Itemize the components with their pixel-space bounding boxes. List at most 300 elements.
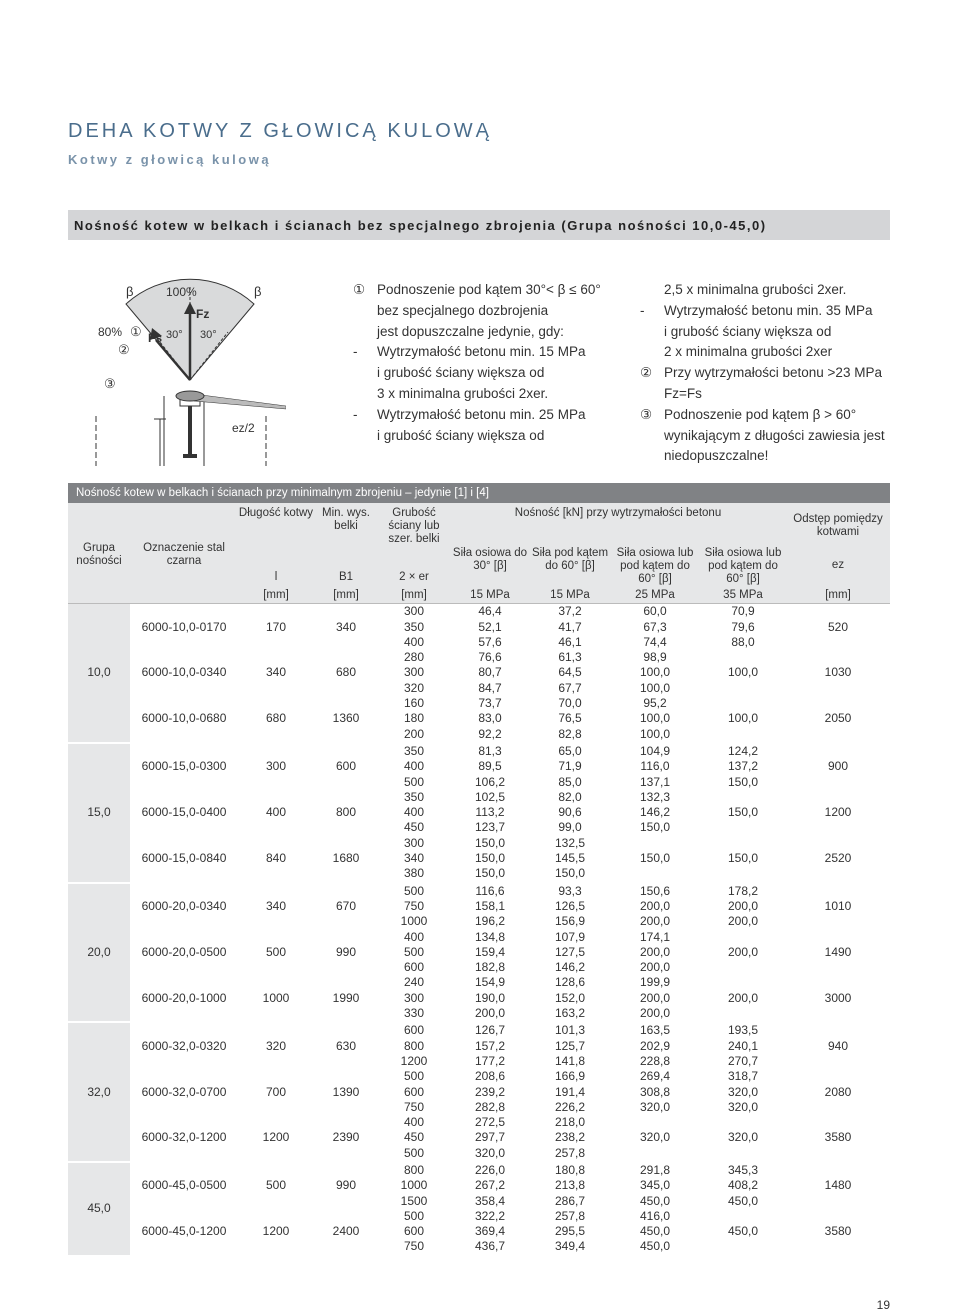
note-text: Wytrzymałość betonu min. 15 MPa — [377, 344, 586, 360]
page-subtitle: Kotwy z głowicą kulową — [68, 152, 272, 167]
load-col3-cell: 100,0 — [639, 680, 671, 695]
load-col2-cell: 257,8 — [554, 1145, 586, 1160]
header-col3: Siła osiowa lub pod kątem do 60° [β] — [616, 547, 694, 585]
load-col3-cell: 320,0 — [639, 1130, 671, 1145]
thickness-cell: 160 — [403, 696, 425, 711]
note-marker — [353, 384, 377, 405]
load-col1-cell: 272,5 — [474, 1115, 506, 1130]
note-text: Wytrzymałość betonu min. 25 MPa — [377, 406, 586, 422]
length-cell: 500 — [265, 944, 287, 959]
load-col1-cell: 159,4 — [474, 944, 506, 959]
group-cell: 32,0 — [68, 1022, 130, 1162]
thickness-cell: 330 — [403, 1006, 425, 1021]
load-col3-cell: 100,0 — [639, 665, 671, 680]
load-col1-cell: 150,0 — [474, 851, 506, 866]
note-line — [640, 405, 900, 426]
load-col4-cell: 240,1 — [727, 1038, 759, 1053]
load-col2-cell: 238,2 — [554, 1130, 586, 1145]
length-cell: 400 — [265, 805, 287, 820]
min-height-cell: 1360 — [332, 711, 360, 726]
page-number: 19 — [876, 1298, 890, 1312]
table-row — [68, 1069, 890, 1084]
load-col4-cell: 200,0 — [727, 914, 759, 929]
note-line — [353, 322, 633, 343]
load-col4-cell: 320,0 — [727, 1084, 759, 1099]
note-text: i grubość ściany większa od — [377, 365, 545, 381]
load-col2-cell: 166,9 — [554, 1069, 586, 1084]
diagram-angle-left: 30° — [166, 329, 183, 341]
thickness-cell: 500 — [403, 1069, 425, 1084]
load-col3-cell: 450,0 — [639, 1193, 671, 1208]
thickness-cell: 500 — [403, 944, 425, 959]
thickness-cell: 1000 — [400, 1178, 428, 1193]
load-col4-cell: 408,2 — [727, 1178, 759, 1193]
thickness-cell: 240 — [403, 975, 425, 990]
thickness-cell: 180 — [403, 711, 425, 726]
load-col1-cell: 57,6 — [478, 634, 502, 649]
spacing-cell: 1490 — [824, 944, 852, 959]
thickness-cell: 750 — [403, 898, 425, 913]
length-cell: 340 — [238, 883, 314, 930]
capacity-table — [68, 503, 890, 1255]
load-col3-cell: 200,0 — [639, 1006, 671, 1021]
load-col2-cell: 146,2 — [554, 960, 586, 975]
load-col2-cell: 82,0 — [558, 789, 582, 804]
note-text: Podnoszenie pod kątem β > 60° — [664, 406, 857, 422]
anchor-code-cell: 6000-15,0-0300 — [130, 743, 238, 790]
note-text: jest dopuszczalne jedynie, gdy: — [377, 323, 564, 339]
note-marker — [353, 301, 377, 322]
load-col1-cell: 239,2 — [474, 1084, 506, 1099]
unit-er: [mm] — [378, 588, 450, 604]
load-col4-cell: 450,0 — [727, 1224, 759, 1239]
load-col1-cell: 134,8 — [474, 929, 506, 944]
anchor-code-cell: 6000-20,0-0340 — [130, 883, 238, 930]
load-col1-cell: 83,0 — [478, 711, 502, 726]
load-col1-cell: 436,7 — [474, 1239, 506, 1254]
load-col1-cell: 358,4 — [474, 1193, 506, 1208]
diagram-fs-label: Fs — [148, 331, 163, 345]
table-row — [68, 975, 890, 990]
load-col2-cell: 65,0 — [530, 743, 610, 759]
length-cell: 1200 — [262, 1224, 290, 1239]
anchor-code-cell: 6000-10,0-0680 — [141, 711, 227, 726]
note-marker — [353, 363, 377, 384]
diagram-marker-1: ① — [130, 324, 142, 339]
page-title: DEHA KOTWY Z GŁOWICĄ KULOWĄ — [68, 120, 493, 142]
load-col2-cell: 67,7 — [558, 680, 582, 695]
thickness-cell: 400 — [403, 759, 425, 774]
load-col1-cell: 106,2 — [474, 774, 506, 789]
diagram-beta-left: β — [126, 284, 134, 299]
header-grubosc-sym: 2 × er — [399, 571, 429, 583]
note-marker — [353, 322, 377, 343]
spacing-cell: 940 — [786, 1022, 890, 1069]
load-col4-cell: 70,9 — [731, 604, 755, 619]
load-col1-cell: 113,2 — [475, 805, 505, 820]
length-cell: 1200 — [262, 1130, 290, 1145]
load-col1-cell: 226,0 — [450, 1162, 530, 1178]
load-col1-cell: 123,7 — [474, 820, 506, 835]
note-line — [353, 342, 633, 363]
load-col2-cell: 150,0 — [554, 866, 586, 881]
note-marker — [353, 426, 377, 447]
load-col4-cell: 100,0 — [727, 711, 759, 726]
load-col2-cell: 46,1 — [558, 634, 582, 649]
load-col1-cell: 73,7 — [478, 696, 502, 711]
min-height-cell: 340 — [335, 619, 357, 634]
load-col3-cell: 104,9 — [610, 743, 700, 759]
load-col2-cell: 128,6 — [554, 975, 586, 990]
load-col1-cell: 76,6 — [478, 650, 502, 665]
note-line — [353, 384, 633, 405]
min-height-cell: 630 — [314, 1022, 378, 1069]
note-marker — [640, 426, 664, 447]
load-col3-cell: 200,0 — [639, 914, 671, 929]
header-col2: Siła pod kątem do 60° [β] — [531, 547, 609, 572]
min-height-cell: 600 — [314, 743, 378, 790]
load-col3-cell: 100,0 — [639, 726, 671, 741]
load-col1-cell: 102,5 — [474, 789, 506, 804]
load-col4-cell: 150,0 — [727, 774, 759, 789]
load-col2-cell: 180,8 — [530, 1162, 610, 1178]
header-odstep — [786, 503, 890, 588]
load-col1-cell: 320,0 — [474, 1145, 506, 1160]
load-col4-cell: 124,2 — [700, 743, 786, 759]
min-height-cell: 990 — [314, 1162, 378, 1209]
load-col2-cell: 152,0 — [554, 990, 586, 1005]
thickness-cell: 340 — [403, 851, 425, 866]
load-col1-cell: 190,0 — [474, 990, 506, 1005]
load-col4-cell: 320,0 — [727, 1099, 759, 1114]
min-height-cell: 2390 — [332, 1130, 360, 1145]
load-col2-cell: 156,9 — [554, 914, 586, 929]
load-col2-cell: 226,2 — [554, 1099, 586, 1114]
min-height-cell: 1990 — [332, 990, 360, 1005]
load-col1-cell: 81,3 — [450, 743, 530, 759]
load-col2-cell: 107,9 — [554, 929, 586, 944]
load-col3-cell: 150,0 — [639, 851, 671, 866]
note-marker — [640, 280, 664, 301]
load-col2-cell: 76,5 — [558, 711, 582, 726]
thickness-cell: 400 — [403, 805, 425, 820]
load-col4-cell: 200,0 — [727, 990, 759, 1005]
load-col3-cell: 416,0 — [639, 1208, 671, 1223]
note-line — [640, 322, 900, 343]
note-line — [353, 301, 633, 322]
load-col3-cell: 163,5 — [610, 1022, 700, 1038]
spacing-cell: 2520 — [824, 851, 852, 866]
load-col1-cell: 158,1 — [474, 898, 506, 913]
thickness-cell: 300 — [403, 665, 425, 680]
table-row — [68, 743, 890, 759]
header-odstep-sym: ez — [831, 559, 845, 571]
note-marker — [640, 384, 664, 405]
table-row — [68, 836, 890, 851]
note-text: wynikającym z długości zawiesia jest — [664, 427, 885, 443]
thickness-cell: 280 — [403, 650, 425, 665]
unit-l: [mm] — [238, 588, 314, 604]
note-line — [353, 363, 633, 384]
anchor-code-cell: 6000-10,0-0340 — [141, 665, 227, 680]
section-title: Nośność kotew w belkach i ścianach bez specjalnego zbrojenia (Grupa nośności 10,0-45,0) — [74, 217, 767, 233]
thickness-cell: 500 — [403, 774, 425, 789]
note-line — [640, 446, 900, 467]
header-minwys-sym: B1 — [338, 571, 354, 583]
load-col4-cell: 320,0 — [727, 1130, 759, 1145]
load-col2-cell: 163,2 — [554, 1006, 586, 1021]
thickness-cell: 200 — [403, 726, 425, 741]
header-grupa: Grupa nośności — [76, 541, 122, 567]
load-col2-cell: 85,0 — [558, 774, 582, 789]
load-col3-cell: 291,8 — [610, 1162, 700, 1178]
thickness-cell: 400 — [403, 1115, 425, 1130]
spacing-cell: 1010 — [786, 883, 890, 930]
unit-col4: 35 MPa — [700, 588, 786, 604]
load-col4-cell: 100,0 — [727, 665, 759, 680]
anchor-code-cell: 6000-20,0-0500 — [141, 944, 227, 959]
header-oznaczenie: Oznaczenie stal czarna — [143, 541, 225, 567]
notes-right — [640, 280, 900, 467]
min-height-cell: 1390 — [332, 1084, 360, 1099]
spacing-cell: 1200 — [824, 805, 852, 820]
spacing-cell: 2050 — [824, 711, 852, 726]
group-cell: 10,0 — [68, 604, 130, 743]
length-cell: 700 — [265, 1084, 287, 1099]
length-cell: 500 — [238, 1162, 314, 1209]
min-height-cell: 680 — [335, 665, 357, 680]
load-col1-cell: 52,1 — [478, 619, 502, 634]
table-row — [68, 604, 890, 620]
anchor-code-cell: 6000-10,0-0170 — [141, 619, 227, 634]
load-col1-cell: 177,2 — [474, 1053, 506, 1068]
note-text: niedopuszczalne! — [664, 448, 769, 464]
load-col3-cell: 200,0 — [639, 990, 671, 1005]
thickness-cell: 750 — [403, 1099, 425, 1114]
header-dlugosc: Długość kotwy — [238, 507, 314, 519]
table-row — [68, 1115, 890, 1130]
note-text: Przy wytrzymałości betonu >23 MPa — [664, 365, 882, 381]
load-col3-cell: 146,2 — [639, 805, 671, 820]
unit-col3: 25 MPa — [610, 588, 700, 604]
note-line — [640, 301, 900, 322]
thickness-cell: 1000 — [400, 914, 428, 929]
header-minwys: Min. wys. belki — [322, 507, 370, 532]
header-odstep-text: Odstęp pomiędzy kotwami — [793, 513, 883, 538]
anchor-code-cell: 6000-32,0-1200 — [141, 1130, 227, 1145]
anchor-code-cell: 6000-45,0-0500 — [130, 1162, 238, 1209]
spacing-cell: 1480 — [786, 1162, 890, 1209]
note-text: Podnoszenie pod kątem 30°< β ≤ 60° — [377, 282, 601, 297]
load-col1-cell: 200,0 — [474, 1006, 506, 1021]
thickness-cell: 300 — [403, 835, 425, 850]
spacing-cell: 900 — [786, 743, 890, 790]
load-col1-cell: 154,9 — [474, 975, 506, 990]
spacing-cell: 3580 — [824, 1130, 852, 1145]
length-cell: 1000 — [262, 990, 290, 1005]
thickness-cell: 400 — [403, 634, 425, 649]
thickness-cell: 800 — [378, 1162, 450, 1178]
load-col2-cell: 132,5 — [554, 835, 586, 850]
header-nosnosc: Nośność [kN] przy wytrzymałości betonu — [514, 507, 722, 519]
unit-ez: [mm] — [786, 588, 890, 604]
lifting-angle-diagram — [86, 276, 286, 466]
load-col3-cell: 67,3 — [643, 619, 667, 634]
thickness-cell: 500 — [403, 1208, 425, 1223]
group-cell: 15,0 — [68, 743, 130, 883]
anchor-code-cell: 6000-20,0-1000 — [141, 990, 227, 1005]
note-marker: - — [353, 406, 358, 422]
load-col2-cell: 213,8 — [554, 1178, 586, 1193]
group-cell: 20,0 — [68, 883, 130, 1023]
load-col2-cell: 145,5 — [554, 851, 586, 866]
header-dlugosc-sym: l — [274, 571, 278, 583]
load-col3-cell: 95,2 — [643, 696, 667, 711]
length-cell: 840 — [265, 851, 287, 866]
min-height-cell: 670 — [314, 883, 378, 930]
note-marker — [640, 342, 664, 363]
load-col4-cell: 270,7 — [727, 1053, 759, 1068]
load-col2-cell: 101,3 — [530, 1022, 610, 1038]
min-height-cell: 2400 — [332, 1224, 360, 1239]
anchor-code-cell: 6000-45,0-1200 — [141, 1224, 227, 1239]
load-col2-cell: 127,5 — [554, 944, 586, 959]
load-col3-cell: 320,0 — [639, 1099, 671, 1114]
thickness-cell: 350 — [378, 743, 450, 759]
load-col4-cell: 200,0 — [727, 944, 759, 959]
thickness-cell: 450 — [403, 820, 425, 835]
note-line — [353, 280, 633, 301]
load-col4-cell: 200,0 — [727, 898, 759, 913]
load-col1-cell: 282,8 — [474, 1099, 506, 1114]
note-text: bez specjalnego dozbrojenia — [377, 302, 549, 318]
load-col4-cell: 88,0 — [731, 634, 755, 649]
header-col1: Siła osiowa do 30° [β] — [452, 547, 528, 572]
diagram-fz-label: Fz — [196, 307, 210, 321]
load-col4-cell: 137,2 — [727, 759, 759, 774]
diagram-beta-right: β — [254, 284, 262, 299]
load-col4-cell: 450,0 — [727, 1193, 759, 1208]
load-col3-cell: 200,0 — [639, 944, 671, 959]
load-col1-cell: 369,4 — [474, 1224, 506, 1239]
thickness-cell: 600 — [378, 1022, 450, 1038]
load-col3-cell: 450,0 — [639, 1239, 671, 1254]
load-col2-cell: 70,0 — [558, 696, 582, 711]
load-col1-cell: 116,6 — [450, 883, 530, 899]
load-col4-cell: 193,5 — [700, 1022, 786, 1038]
load-col4-cell: 150,0 — [727, 851, 759, 866]
load-col2-cell: 93,3 — [530, 883, 610, 899]
note-line — [640, 426, 900, 447]
load-col2-cell: 141,8 — [554, 1053, 586, 1068]
note-text: 3 x minimalna grubości 2xer. — [377, 385, 549, 401]
spacing-cell: 2080 — [824, 1084, 852, 1099]
diagram-percent-100: 100% — [166, 285, 197, 299]
table-row — [68, 696, 890, 711]
note-text: 2 x minimalna grubości 2xer — [664, 344, 833, 360]
thickness-cell: 600 — [403, 960, 425, 975]
thickness-cell: 300 — [403, 604, 425, 619]
load-col2-cell: 126,5 — [554, 898, 586, 913]
load-col4-cell: 178,2 — [700, 883, 786, 899]
load-col1-cell: 80,7 — [478, 665, 502, 680]
spacing-cell: 1030 — [824, 665, 852, 680]
group-cell: 45,0 — [68, 1162, 130, 1255]
load-col2-cell: 99,0 — [558, 820, 582, 835]
anchor-code-cell: 6000-32,0-0320 — [130, 1022, 238, 1069]
thickness-cell: 750 — [403, 1239, 425, 1254]
spacing-cell: 3000 — [824, 990, 852, 1005]
thickness-cell: 800 — [403, 1038, 425, 1053]
length-cell: 300 — [238, 743, 314, 790]
unit-b: [mm] — [314, 588, 378, 604]
spacing-cell: 520 — [827, 619, 849, 634]
load-col2-cell: 90,6 — [558, 805, 582, 820]
load-col2-cell: 191,4 — [554, 1084, 586, 1099]
load-col1-cell: 322,2 — [474, 1208, 506, 1223]
table-row — [68, 1022, 890, 1038]
note-marker: - — [353, 344, 358, 360]
load-col3-cell: 150,6 — [610, 883, 700, 899]
note-line — [640, 342, 900, 363]
note-text: i grubość ściany większa od — [377, 427, 545, 443]
load-col2-cell: 82,8 — [558, 726, 582, 741]
load-col3-cell: 74,4 — [643, 634, 667, 649]
diagram-percent-80: 80% — [98, 325, 123, 339]
anchor-code-cell: 6000-15,0-0400 — [141, 805, 227, 820]
diagram-angle-right: 30° — [200, 329, 217, 341]
unit-col1: 15 MPa — [450, 588, 530, 604]
anchor-code-cell: 6000-15,0-0840 — [141, 851, 227, 866]
load-col3-cell: 174,1 — [639, 929, 671, 944]
section-title-bar — [68, 210, 890, 240]
load-col3-cell: 269,4 — [639, 1069, 671, 1084]
load-col1-cell: 157,2 — [474, 1038, 506, 1053]
thickness-cell: 350 — [403, 619, 425, 634]
load-col4-cell: 318,7 — [727, 1069, 759, 1084]
length-cell: 340 — [265, 665, 287, 680]
load-col3-cell: 450,0 — [639, 1224, 671, 1239]
note-line — [640, 384, 900, 405]
note-line — [640, 280, 900, 301]
load-col3-cell: 199,9 — [639, 975, 671, 990]
load-col3-cell: 228,8 — [639, 1053, 671, 1068]
load-col3-cell: 98,9 — [643, 650, 667, 665]
load-col3-cell: 200,0 — [639, 898, 671, 913]
length-cell: 320 — [238, 1022, 314, 1069]
load-col2-cell: 71,9 — [558, 759, 582, 774]
note-marker: ② — [640, 365, 653, 381]
load-col4-cell: 150,0 — [727, 805, 759, 820]
load-col2-cell: 125,7 — [554, 1038, 586, 1053]
load-col2-cell: 37,2 — [558, 604, 582, 619]
note-text: Wytrzymałość betonu min. 35 MPa — [664, 302, 873, 318]
note-text: i grubość ściany większa od — [664, 323, 832, 339]
load-col2-cell: 295,5 — [554, 1224, 586, 1239]
load-col1-cell: 267,2 — [474, 1178, 506, 1193]
thickness-cell: 500 — [378, 883, 450, 899]
load-col1-cell: 46,4 — [478, 604, 502, 619]
anchor-code-cell: 6000-32,0-0700 — [141, 1084, 227, 1099]
load-col1-cell: 150,0 — [474, 866, 506, 881]
table-row — [68, 930, 890, 945]
table-row — [68, 650, 890, 665]
load-col3-cell: 202,9 — [639, 1038, 671, 1053]
length-cell: 680 — [265, 711, 287, 726]
table-row — [68, 1162, 890, 1178]
load-col2-cell: 257,8 — [554, 1208, 586, 1223]
note-marker — [640, 446, 664, 467]
